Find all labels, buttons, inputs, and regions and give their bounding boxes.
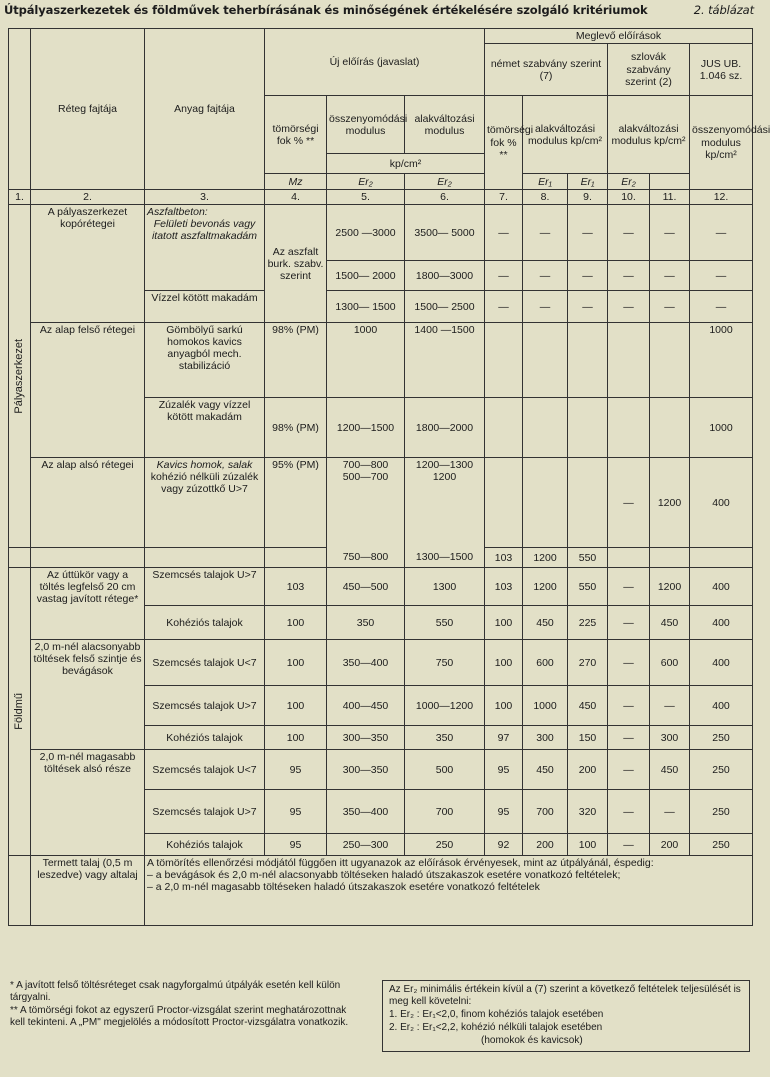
cell: 1300 — [405, 568, 485, 606]
material-kohezios: Kohéziós talajok — [145, 606, 265, 640]
cell-aa-c5c: 750—800 — [327, 548, 405, 568]
cell: 100 — [265, 686, 327, 726]
cell-gomb-c5: 1000 — [327, 323, 405, 398]
cell: 400 — [690, 606, 753, 640]
cell-aa-c7: 103 — [485, 548, 523, 568]
cell: 95 — [485, 750, 523, 790]
cell: 350—400 — [327, 790, 405, 834]
material-kavics-label: Kavics homok, salak — [156, 459, 253, 472]
cell: 450 — [523, 606, 568, 640]
cell: 600 — [523, 640, 568, 686]
cell-zuz-c4: 98% (PM) — [265, 398, 327, 458]
cell: 500 — [405, 750, 485, 790]
cell: 95 — [265, 790, 327, 834]
cell-aa-c6: 1200—1300 1200 — [405, 458, 485, 548]
layer-alap-also: Az alap alsó rétegei — [31, 458, 145, 548]
cell: 200 — [523, 834, 568, 856]
header-szlovak: szlovák szabvány szerint (2) — [608, 44, 690, 96]
cell: 100 — [485, 686, 523, 726]
header-osszenyomodasi: összenyomódási modulus — [327, 96, 405, 154]
cell: 200 — [568, 750, 608, 790]
termett-text-3: – a 2,0 m-nél magasabb töltéseken haladó útszakaszok esetére vonatkozó feltételek — [147, 881, 540, 894]
cell: 100 — [265, 606, 327, 640]
cell: 350 — [327, 606, 405, 640]
header-c11: Er₂ — [608, 174, 650, 190]
table-title — [4, 3, 754, 25]
dash: — — [650, 291, 690, 323]
col-num: 10. — [608, 190, 650, 205]
footnote-2: ** A tömörségi fokot az egyszerű Proctor-vizsgálat szerint meghatározottnak kell tekinteni. A „PM" megjelölés a módosított Proctor-vizsgálatra vonatkozik. — [10, 1005, 349, 1028]
material-vizzel: Vízzel kötött makadám — [145, 291, 265, 323]
cell: 450 — [523, 750, 568, 790]
group-blank — [9, 856, 31, 926]
material-kohezio-nelk: kohézió nélküli zúzalék vagy zúzottkő U>7 — [150, 471, 259, 496]
cell: 270 — [568, 640, 608, 686]
material-szemcses-u7: Szemcsés talajok U>7 — [145, 686, 265, 726]
dash: — — [568, 291, 608, 323]
col-num: 4. — [265, 190, 327, 205]
material-feluleti-text: Felületi bevonás vagy itatott aszfaltmakadám — [151, 218, 258, 243]
material-kavics — [145, 458, 265, 548]
footnote-r4: (homokok és kavicsok) — [481, 1035, 583, 1046]
layer-m20-mag: 2,0 m-nél magasabb töltések alsó része — [31, 750, 145, 856]
cell: 700 — [405, 790, 485, 834]
cell-gomb-c12: 1000 — [690, 323, 753, 398]
layer-termett: Termett talaj (0,5 m leszedve) vagy altalaj — [31, 856, 145, 926]
cell-r3-c5: 1300— 1500 — [327, 291, 405, 323]
cell-aa-c5: 700—800 500—700 — [327, 458, 405, 548]
cell: 200 — [650, 834, 690, 856]
cell: 450 — [568, 686, 608, 726]
material-gomb: Gömbölyű sarkú homokos kavics anyagból mech. stabilizáció — [145, 323, 265, 398]
cell-aa-c12: 400 — [690, 458, 753, 548]
cell: 300—350 — [327, 750, 405, 790]
cell: — — [608, 834, 650, 856]
col-num: 3. — [145, 190, 265, 205]
cell: 1200 — [523, 568, 568, 606]
dash: — — [485, 205, 523, 261]
cell: — — [608, 606, 650, 640]
cell-zuz-c5: 1200—1500 — [327, 398, 405, 458]
cell: 300 — [523, 726, 568, 750]
col-num: 6. — [405, 190, 485, 205]
header-nemet-mod: alakváltozási modulus kp/cm² — [523, 96, 608, 174]
header-szlovak-mod: alakváltozási modulus kp/cm² — [608, 96, 690, 174]
cell: 250—300 — [327, 834, 405, 856]
layer-alap-felso: Az alap felső rétegei — [31, 323, 145, 458]
cell: 350 — [405, 726, 485, 750]
cell: 95 — [265, 834, 327, 856]
cell-kopo-c4: Az aszfalt burk. szabv. szerint — [265, 205, 327, 323]
cell-r1-c5: 2500 —3000 — [327, 205, 405, 261]
dash: — — [690, 291, 753, 323]
col-num: 11. — [650, 190, 690, 205]
cell: 225 — [568, 606, 608, 640]
cell: 250 — [690, 750, 753, 790]
cell-aa-c11: 1200 — [650, 458, 690, 548]
cell-r1-c6: 3500— 5000 — [405, 205, 485, 261]
cell: — — [650, 686, 690, 726]
header-c9: Er₁ — [523, 174, 568, 190]
header-nemet: német szabvány szerint (7) — [485, 44, 608, 96]
cell: — — [608, 790, 650, 834]
cell-aa-c9: 550 — [568, 548, 608, 568]
cell-r2-c6: 1800—3000 — [405, 261, 485, 291]
header-blank — [9, 29, 31, 190]
cell: — — [608, 686, 650, 726]
header-meglevo: Meglevő előírások — [485, 29, 753, 44]
col-num: 12. — [690, 190, 753, 205]
cell-zuz-c6: 1800—2000 — [405, 398, 485, 458]
cell: 250 — [690, 834, 753, 856]
cell-r2-c5: 1500— 2000 — [327, 261, 405, 291]
footnote-r1: Az Er₂ minimális értékein kívül a (7) szerint a következő feltételek teljesülését is meg kell követelni: — [389, 984, 741, 1007]
cell: 250 — [690, 726, 753, 750]
cell-gomb-c6: 1400 —1500 — [405, 323, 485, 398]
cell-gomb-c4: 98% (PM) — [265, 323, 327, 398]
cell: 100 — [265, 640, 327, 686]
cell: — — [608, 640, 650, 686]
dash: — — [568, 205, 608, 261]
cell: 350—400 — [327, 640, 405, 686]
cell: 450—500 — [327, 568, 405, 606]
cell: 100 — [485, 606, 523, 640]
cell: 700 — [523, 790, 568, 834]
dash: — — [608, 205, 650, 261]
header-reteg: Réteg fajtája — [31, 29, 145, 190]
cell: 600 — [650, 640, 690, 686]
cell: — — [608, 568, 650, 606]
header-mz: Mz — [265, 174, 327, 190]
group-palya-end — [9, 548, 31, 568]
cell: 100 — [485, 640, 523, 686]
dash: — — [523, 291, 568, 323]
cell: 95 — [265, 750, 327, 790]
cell: 400 — [690, 640, 753, 686]
cell: 1000 — [523, 686, 568, 726]
cell: 450 — [650, 606, 690, 640]
cell-r3-c6: 1500— 2500 — [405, 291, 485, 323]
cell: 400 — [690, 568, 753, 606]
dash: — — [608, 291, 650, 323]
dash: — — [523, 261, 568, 291]
dash: — — [650, 261, 690, 291]
termett-note — [145, 856, 753, 926]
cell: — — [650, 790, 690, 834]
cell: 300 — [650, 726, 690, 750]
cell: 100 — [568, 834, 608, 856]
cell-aa-c8: 1200 — [523, 548, 568, 568]
cell-zuz-c12: 1000 — [690, 398, 753, 458]
group-foldmu: Földmű — [9, 568, 31, 856]
criteria-table — [8, 28, 770, 926]
cell: 97 — [485, 726, 523, 750]
footnote-r2: 1. Er₂ : Er₁<2,0, finom kohéziós talajok esetében — [389, 1009, 604, 1020]
cell: 550 — [568, 568, 608, 606]
header-anyag: Anyag fajtája — [145, 29, 265, 190]
header-uj: Új előírás (javaslat) — [265, 29, 485, 96]
cell: 450 — [650, 750, 690, 790]
cell: 400—450 — [327, 686, 405, 726]
cell: 750 — [405, 640, 485, 686]
termett-text-2: – a bevágások és 2,0 m-nél alacsonyabb töltéseken haladó útszakaszok esetére vonatkozó feltételek; — [147, 869, 621, 882]
cell: 1000—1200 — [405, 686, 485, 726]
col-num: 5. — [327, 190, 405, 205]
cell-aa-c6c: 1300—1500 — [405, 548, 485, 568]
material-kohezios: Kohéziós talajok — [145, 726, 265, 750]
cell: 95 — [485, 790, 523, 834]
layer-kopo: A pályaszerkezet kopórétegei — [31, 205, 145, 323]
dash: — — [485, 261, 523, 291]
cell-aa-c4: 95% (PM) — [265, 458, 327, 548]
footnote-1: * A javított felső töltésréteget csak nagyforgalmú útpályák esetén kell külön tárgyalni. — [10, 980, 341, 1003]
header-alakvaltozasi: alakváltozási modulus — [405, 96, 485, 154]
header-jus: JUS UB. 1.046 sz. — [690, 44, 753, 96]
cell: 92 — [485, 834, 523, 856]
col-num: 1. — [9, 190, 31, 205]
header-tomor2: tömörségi fok % ** — [485, 96, 523, 190]
footnotes-right — [382, 980, 750, 1052]
dash: — — [608, 261, 650, 291]
col-num: 9. — [568, 190, 608, 205]
header-c8: Er₂ — [405, 174, 485, 190]
header-kpcm: kp/cm² — [327, 154, 485, 174]
table-number: 2. táblázat — [693, 3, 754, 17]
material-kohezios: Kohéziós talajok — [145, 834, 265, 856]
material-szemcses-u7: Szemcsés talajok U>7 — [145, 790, 265, 834]
cell: 150 — [568, 726, 608, 750]
cell: 1200 — [650, 568, 690, 606]
cell: 300—350 — [327, 726, 405, 750]
cell: 250 — [690, 790, 753, 834]
header-jus-mod: összenyomódási modulus kp/cm² — [690, 96, 753, 190]
material-szemcses-ult7: Szemcsés talajok U<7 — [145, 640, 265, 686]
cell: 103 — [485, 568, 523, 606]
material-aszfaltbeton: Aszfaltbeton: — [147, 206, 208, 219]
cell: 250 — [405, 834, 485, 856]
cell: 100 — [265, 726, 327, 750]
cell: 103 — [265, 568, 327, 606]
footnote-r3: 2. Er₂ : Er₁<2,2, kohézió nélküli talajok esetében — [389, 1022, 603, 1033]
col-num: 8. — [523, 190, 568, 205]
footnotes-left — [10, 980, 362, 1030]
dash: — — [690, 205, 753, 261]
cell: 320 — [568, 790, 608, 834]
cell: — — [608, 726, 650, 750]
col-num: 7. — [485, 190, 523, 205]
layer-uttukor: Az úttükör vagy a töltés legfelső 20 cm vastag javított rétege* — [31, 568, 145, 640]
column-numbers — [9, 190, 753, 205]
dash: — — [650, 205, 690, 261]
group-palyaszerkezet: Pályaszerkezet — [9, 205, 31, 548]
cell: — — [608, 750, 650, 790]
layer-m20-alacs: 2,0 m-nél alacsonyabb töltések felső szintje és bevágások — [31, 640, 145, 750]
dash: — — [523, 205, 568, 261]
cell: 550 — [405, 606, 485, 640]
dash: — — [485, 291, 523, 323]
dash: — — [568, 261, 608, 291]
cell-aa-c10: — — [608, 458, 650, 548]
material-szemcses-u7: Szemcsés talajok U>7 — [145, 568, 265, 606]
title-text: Útpályaszerkezetek és földművek teherbírásának és minőségének értékelésére szolgáló kritériumok — [4, 3, 648, 17]
header-tomor: tömörségi fok % ** — [265, 96, 327, 174]
termett-text-1: A tömörítés ellenőrzési módjától függően itt ugyanazok az előírások érvényesek, mint az útpályánál, éspedig: — [147, 857, 654, 870]
material-feluleti — [145, 205, 265, 291]
col-num: 2. — [31, 190, 145, 205]
header-er2: Er₂ — [327, 174, 405, 190]
material-szemcses-ult7: Szemcsés talajok U<7 — [145, 750, 265, 790]
dash: — — [690, 261, 753, 291]
cell: 400 — [690, 686, 753, 726]
header-c10: Er₁ — [568, 174, 608, 190]
material-zuzalek: Zúzalék vagy vízzel kötött makadám — [145, 398, 265, 458]
